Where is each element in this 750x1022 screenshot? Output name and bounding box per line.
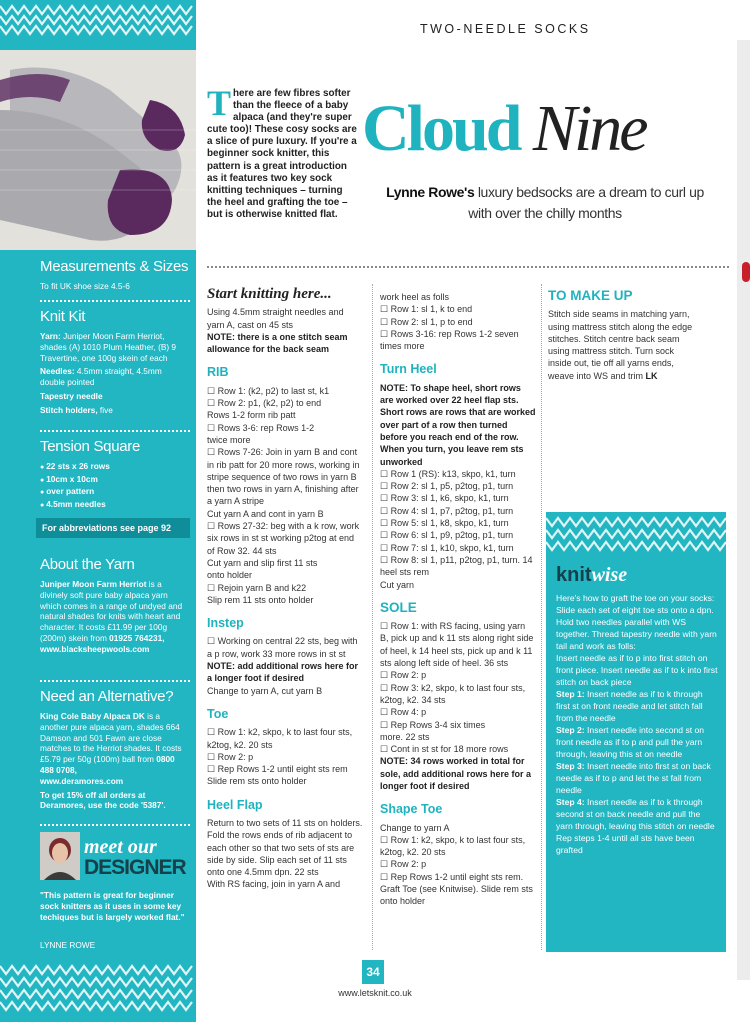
adjacent-page-image [742, 262, 750, 282]
instep-after: Change to yarn A, cut yarn B [207, 685, 323, 696]
divider [40, 430, 190, 432]
knitwise-title: knitwise [556, 564, 628, 586]
knitkit-title: Knit Kit [40, 308, 86, 325]
list-item: Cut yarn and slip first 11 sts [207, 557, 318, 568]
instep-heading: Instep [207, 616, 244, 631]
intro-text: here are few fibres softer than the fleece of a baby alpaca (and they're super cute too)! These cosy socks are a slice of pure luxury. If you're a beginner sock knitter, this pattern is a great introduction as it features two key sock knitting techniques – turning the heel and grafting the toe – but is otherwise knitted flat. [207, 88, 357, 220]
tension-list [0, 461, 196, 511]
knitwise-step: Step 2: Insert needle into second st on front needle as if to p and pull the yarn through, leaving this st on needle [556, 725, 705, 759]
list-item: Slide rem sts onto holder [207, 776, 307, 787]
intro-paragraph [207, 83, 359, 221]
list-item: ☐ Row 4: sl 1, p7, p2tog, p1, turn [380, 505, 514, 516]
column-3 [548, 290, 698, 382]
knitwise-intro: Here's how to graft the toe on your socks: [556, 593, 715, 603]
sole-note: NOTE: 34 rows worked in total for sole, add additional rows here for a longer foot if desired [380, 756, 532, 791]
knit-pattern-top [0, 0, 196, 38]
list-item: ☐ Row 1: k2, skpo, k to last four sts, k2tog, k2. 20 sts [380, 834, 526, 858]
list-item: ☐ Row 1: with RS facing, using yarn B, pick up and k 11 sts along right side of heel, k 14 heel sts, pick up and k 11 sts along left side of heel. 36 sts [380, 621, 534, 669]
list-item: Cut yarn [380, 579, 415, 590]
list-item: ☐ Row 1: (k2, p2) to last st, k1 [207, 385, 330, 396]
list-item: ☐ Row 6: sl 1, p9, p2tog, p1, turn [380, 530, 514, 541]
list-item: ☐ Rep Rows 3-4 six times [380, 719, 486, 730]
subtitle-text: luxury bedsocks are a dream to curl up with over the chilly months [468, 184, 704, 221]
list-item: ● over pattern [40, 486, 196, 499]
drop-cap: T [207, 83, 232, 123]
list-item: ☐ Row 2: p1, (k2, p2) to end [207, 398, 322, 409]
list-item: Change to yarn A [380, 822, 450, 833]
meet-designer-heading [84, 838, 186, 880]
start-note: NOTE: there is a one stitch seam allowance for the back seam [207, 331, 348, 355]
list-item: ☐ Row 1: sl 1, k to end [380, 304, 473, 315]
list-item: ☐ Row 2: sl 1, p5, p2tog, p1, turn [380, 481, 514, 492]
list-item: ☐ Row 2: p [380, 670, 427, 681]
list-item: work heel as folls [380, 292, 450, 302]
alternative-offer: To get 15% off all orders at Deramores, use the code '5387'. [40, 789, 166, 811]
knitkit-yarn: Yarn: Juniper Moon Farm Herriot, shades (A) 1010 Plum Heather, (B) 9 Travertine, one 100g skein of each [40, 331, 177, 363]
about-yarn-title: About the Yarn [40, 556, 135, 573]
list-item: ● 22 sts x 26 rows [40, 461, 196, 474]
knitkit-needles: Needles: 4.5mm straight, 4.5mm double pointed [40, 366, 162, 388]
knit-pattern-bottom [0, 960, 196, 1022]
adjacent-page-edge [737, 40, 750, 980]
instep-text: ☐ Working on central 22 sts, beg with a p row, work 33 more rows in st st [207, 636, 358, 659]
list-item: ☐ Rows 27-32: beg with a k row, work six rows in st st working p2tog at end of Row 32. 44 sts [207, 521, 360, 556]
list-item: Rows 1-2 form rib patt [207, 410, 296, 421]
knitwise-para: Insert needle as if to p into first stitch on front piece. Insert needle as if to k into first stitch on back piece [556, 653, 718, 687]
title-cloud: Cloud [362, 92, 520, 165]
list-item: With RS facing, join in yarn A and [207, 879, 341, 890]
tension-title: Tension Square [40, 438, 141, 455]
page-number: 34 [362, 960, 384, 984]
start-heading: Start knitting here... [207, 286, 332, 302]
list-item: ☐ Rows 3-6: rep Rows 1-2 [207, 422, 315, 433]
knitwise-text [556, 592, 718, 856]
sole-heading: SOLE [380, 599, 417, 615]
list-item: ☐ Row 3: k2, skpo, k to last four sts, k2tog, k2. 34 sts [380, 682, 526, 705]
alternative-text: King Cole Baby Alpaca DK is a another pure alpaca yarn, shades 664 Damson and 501 Fawn are close matches to the Herriot shades. It costs £5.79 per 50g (100m) ball from 0800 488 0708, www.deramores.com [40, 711, 182, 786]
shape-toe-heading: Shape Toe [380, 802, 443, 817]
footer-url[interactable]: www.letsknit.co.uk [338, 988, 412, 998]
make-up-text: Stitch side seams in matching yarn, using mattress stitch along the edge stitches. Stitch centre back seam using mattress stitch. Turn sock inside out, tie off all yarns ends, weave into WS and trim LK [548, 309, 693, 381]
measurements-text: To fit UK shoe size 4.5-6 [40, 281, 130, 291]
list-item: ☐ Row 2: sl 1, p to end [380, 316, 473, 327]
instep-note: NOTE: add additional rows here for a longer foot if desired [207, 661, 359, 684]
list-item: ☐ Row 1 (RS): k13, skpo, k1, turn [380, 468, 516, 479]
knitwise-repeat: Rep steps 1-4 until all sts have been grafted [556, 833, 695, 855]
list-item: ☐ Row 8: sl 1, p11, p2tog, p1, turn. 14 heel sts rem [380, 554, 533, 578]
divider [40, 680, 190, 682]
list-item: onto holder [207, 570, 253, 581]
list-item: ● 10cm x 10cm [40, 474, 196, 487]
list-item: Cut yarn A and cont in yarn B [207, 508, 324, 519]
designer-name: LYNNE ROWE [40, 940, 96, 950]
designer-photo [40, 832, 80, 880]
meet-our-label: meet our [84, 836, 157, 858]
socks-photo [0, 50, 196, 250]
knitwise-step: Step 4: Insert needle as if to k through second st on back needle and pull the yarn through, leaving this stitch on needle [556, 797, 715, 831]
knitkit-holders: Stitch holders, five [40, 404, 113, 415]
list-item: ☐ Row 4: p [380, 707, 427, 718]
subtitle-author: Lynne Rowe's [386, 184, 475, 200]
turn-heel-heading: Turn Heel [380, 362, 437, 377]
designer-label: DESIGNER [84, 856, 186, 879]
list-item: ☐ Row 5: sl 1, k8, skpo, k1, turn [380, 518, 509, 529]
page-title [362, 92, 646, 165]
knitwise-para: Slide each set of eight toe sts onto a dpn. Hold two needles parallel with WS together. Thread tapestry needle with yarn tail and work as folls: [556, 605, 717, 651]
list-item: Return to two sets of 11 sts on holders. Fold the rows ends of rib adjacent to each other so that two sets of sts are side by side. Slip each set of 11 sts onto one 4.5mm dpn. 22 sts [207, 817, 363, 878]
start-text: Using 4.5mm straight needles and yarn A, cast on 45 sts [207, 307, 344, 330]
divider [40, 824, 190, 826]
list-item: ☐ Row 3: sl 1, k6, skpo, k1, turn [380, 493, 509, 504]
list-item: ☐ Rep Rows 1-2 until eight sts rem. Graft Toe (see Knitwise). Slide rem sts onto holder [380, 871, 533, 907]
list-item: ☐ Row 2: p [380, 859, 427, 870]
divider [207, 266, 729, 268]
list-item: ☐ Row 7: sl 1, k10, skpo, k1, turn [380, 542, 514, 553]
designer-quote: "This pattern is great for beginner sock knitters as it uses in some key techiques but is largely worked flat." [40, 890, 185, 922]
abbreviations-banner: For abbreviations see page 92 [36, 518, 190, 538]
knitwise-box [546, 512, 726, 952]
list-item: ☐ Row 1: k2, skpo, k to last four sts, k2tog, k2. 20 sts [207, 727, 353, 750]
list-item: Slip rem 11 sts onto holder [207, 594, 314, 605]
make-up-heading: TO MAKE UP [548, 288, 633, 303]
subtitle [380, 182, 710, 224]
list-item: ☐ Rep Rows 1-2 until eight sts rem [207, 764, 348, 775]
list-item: ☐ Rows 7-26: Join in yarn B and cont in rib patt for 20 more rows, working in stripe sequence of two rows in yarn B then two rows in yarn A, finishing after a yarn A stripe [207, 447, 360, 507]
column-1 [207, 288, 363, 891]
knitwise-step: Step 3: Insert needle into first st on back needle as if to p and let the st fall from needle [556, 761, 711, 795]
about-yarn-text: Juniper Moon Farm Herriot is a divinely soft pure baby alpaca yarn which comes in a range of undyed and natural shades for knits with heart and character. It costs £11.99 per 100g (200m) skein from 01925 764231, www.blacksheepwools.com [40, 579, 183, 654]
column-2 [380, 291, 536, 908]
knitwise-step: Step 1: Insert needle as if to k through first st on front needle and let stitch fall from the needle [556, 689, 703, 723]
heel-flap-heading: Heel Flap [207, 797, 263, 812]
section-kicker: TWO-NEEDLE SOCKS [420, 22, 591, 36]
alternative-title: Need an Alternative? [40, 688, 174, 705]
list-item: ☐ Row 2: p [207, 751, 254, 762]
knit-pattern-box [546, 512, 726, 554]
column-divider [541, 284, 542, 950]
list-item: ☐ Rejoin yarn B and k22 [207, 582, 307, 593]
list-item: more. 22 sts [380, 731, 430, 742]
title-nine: Nine [532, 92, 646, 165]
toe-heading: Toe [207, 706, 229, 721]
list-item: twice more [207, 434, 251, 445]
list-item: ☐ Rows 3-16: rep Rows 1-2 seven times more [380, 328, 519, 352]
column-divider [372, 284, 373, 950]
sidebar [0, 0, 196, 1022]
measurements-title: Measurements & Sizes [40, 258, 189, 275]
list-item: ● 4.5mm needles [40, 499, 196, 512]
turn-heel-note: NOTE: To shape heel, short rows are worked over 22 heel flap sts. Short rows are rows that are worked over part of a row then turned before you reach end of the row. When you turn, you leave rem sts unworked [380, 382, 536, 467]
rib-heading: RIB [207, 365, 229, 380]
list-item: ☐ Cont in st st for 18 more rows [380, 744, 509, 755]
divider [40, 300, 190, 302]
knitkit-tapestry: Tapestry needle [40, 390, 103, 401]
